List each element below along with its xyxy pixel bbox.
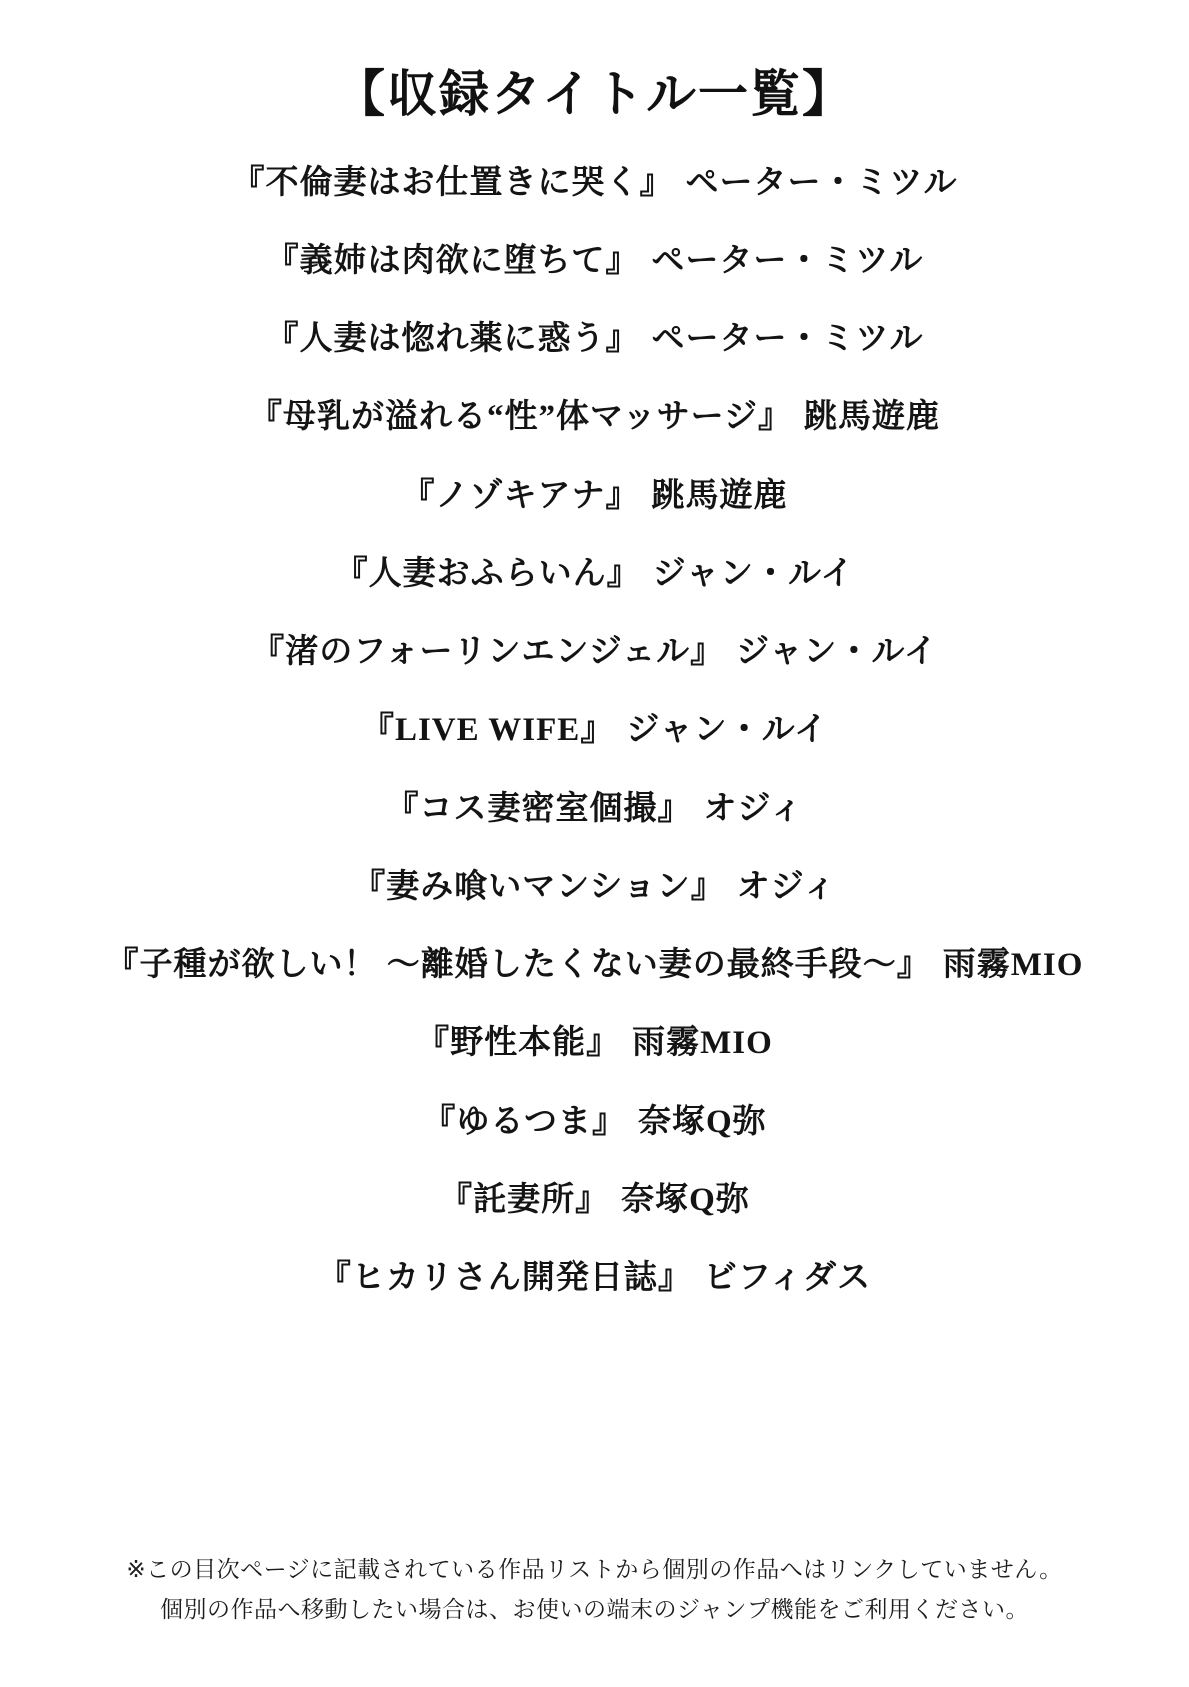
list-item: [60, 301, 1129, 379]
list-item: [60, 144, 1129, 222]
work-title: 『託妻所』: [439, 1181, 610, 1218]
list-item: [60, 535, 1129, 613]
list-item: [60, 1005, 1129, 1083]
work-author: 雨霧MIO: [942, 947, 1084, 983]
title-list: [60, 144, 1129, 1318]
list-item: [60, 222, 1129, 300]
list-item: [60, 927, 1129, 1005]
list-item: [60, 770, 1129, 848]
work-title: 『母乳が溢れる“性”体マッサージ』: [248, 399, 793, 436]
list-item: [60, 614, 1129, 692]
work-author: ペーター・ミツル: [651, 242, 924, 279]
list-item: [60, 379, 1129, 457]
work-title: 『LIVE WIFE』: [360, 712, 615, 749]
work-author: オジィ: [736, 868, 837, 905]
footnote-line-1: ※この目次ページに記載されている作品リストから個別の作品へはリンクしていません。: [126, 1555, 1063, 1582]
list-item: [60, 1083, 1129, 1161]
work-title: 『人妻は惚れ薬に惑う』: [265, 321, 640, 357]
work-author: 奈塚Q弥: [638, 1103, 767, 1140]
work-author: ジャン・ルイ: [626, 712, 829, 749]
list-item: [60, 692, 1129, 770]
work-author: ペーター・ミツル: [685, 164, 958, 201]
work-author: 跳馬遊鹿: [804, 399, 941, 436]
footnote-line-2: 個別の作品へ移動したい場合は、お使いの端末のジャンプ機能をご利用ください。: [159, 1595, 1030, 1622]
page-title: 【収録タイトル一覧】: [335, 66, 854, 122]
work-author: 雨霧MIO: [632, 1025, 773, 1062]
work-title: 『ゆるつま』: [422, 1103, 626, 1140]
work-author: 跳馬遊鹿: [651, 477, 788, 514]
list-item: [60, 1240, 1129, 1318]
work-title: 『渚のフォーリンエンジェル』: [251, 634, 725, 670]
work-author: ジャン・ルイ: [652, 555, 855, 592]
work-author: 奈塚Q弥: [621, 1181, 750, 1218]
work-author: ビフィダス: [703, 1260, 872, 1296]
footnote: [0, 1549, 1189, 1630]
work-title: 『義姉は肉欲に堕ちて』: [265, 242, 640, 279]
work-author: ペーター・ミツル: [651, 321, 924, 357]
work-title: 『野性本能』: [416, 1025, 621, 1062]
list-item: [60, 1161, 1129, 1239]
work-title: 『ノゾキアナ』: [401, 477, 640, 514]
work-title: 『不倫妻はお仕置きに哭く』: [231, 164, 674, 201]
work-title: 『子種が欲しい！ 〜離婚したくない妻の最終手段〜』: [105, 947, 931, 983]
work-title: 『人妻おふらいん』: [334, 555, 641, 592]
work-author: ジャン・ルイ: [736, 634, 938, 670]
work-author: オジィ: [703, 790, 804, 827]
work-title: 『コス妻密室個撮』: [385, 790, 692, 827]
work-title: 『妻み喰いマンション』: [352, 868, 725, 905]
list-item: [60, 457, 1129, 535]
work-title: 『ヒカリさん開発日誌』: [317, 1260, 692, 1296]
list-item: [60, 848, 1129, 926]
